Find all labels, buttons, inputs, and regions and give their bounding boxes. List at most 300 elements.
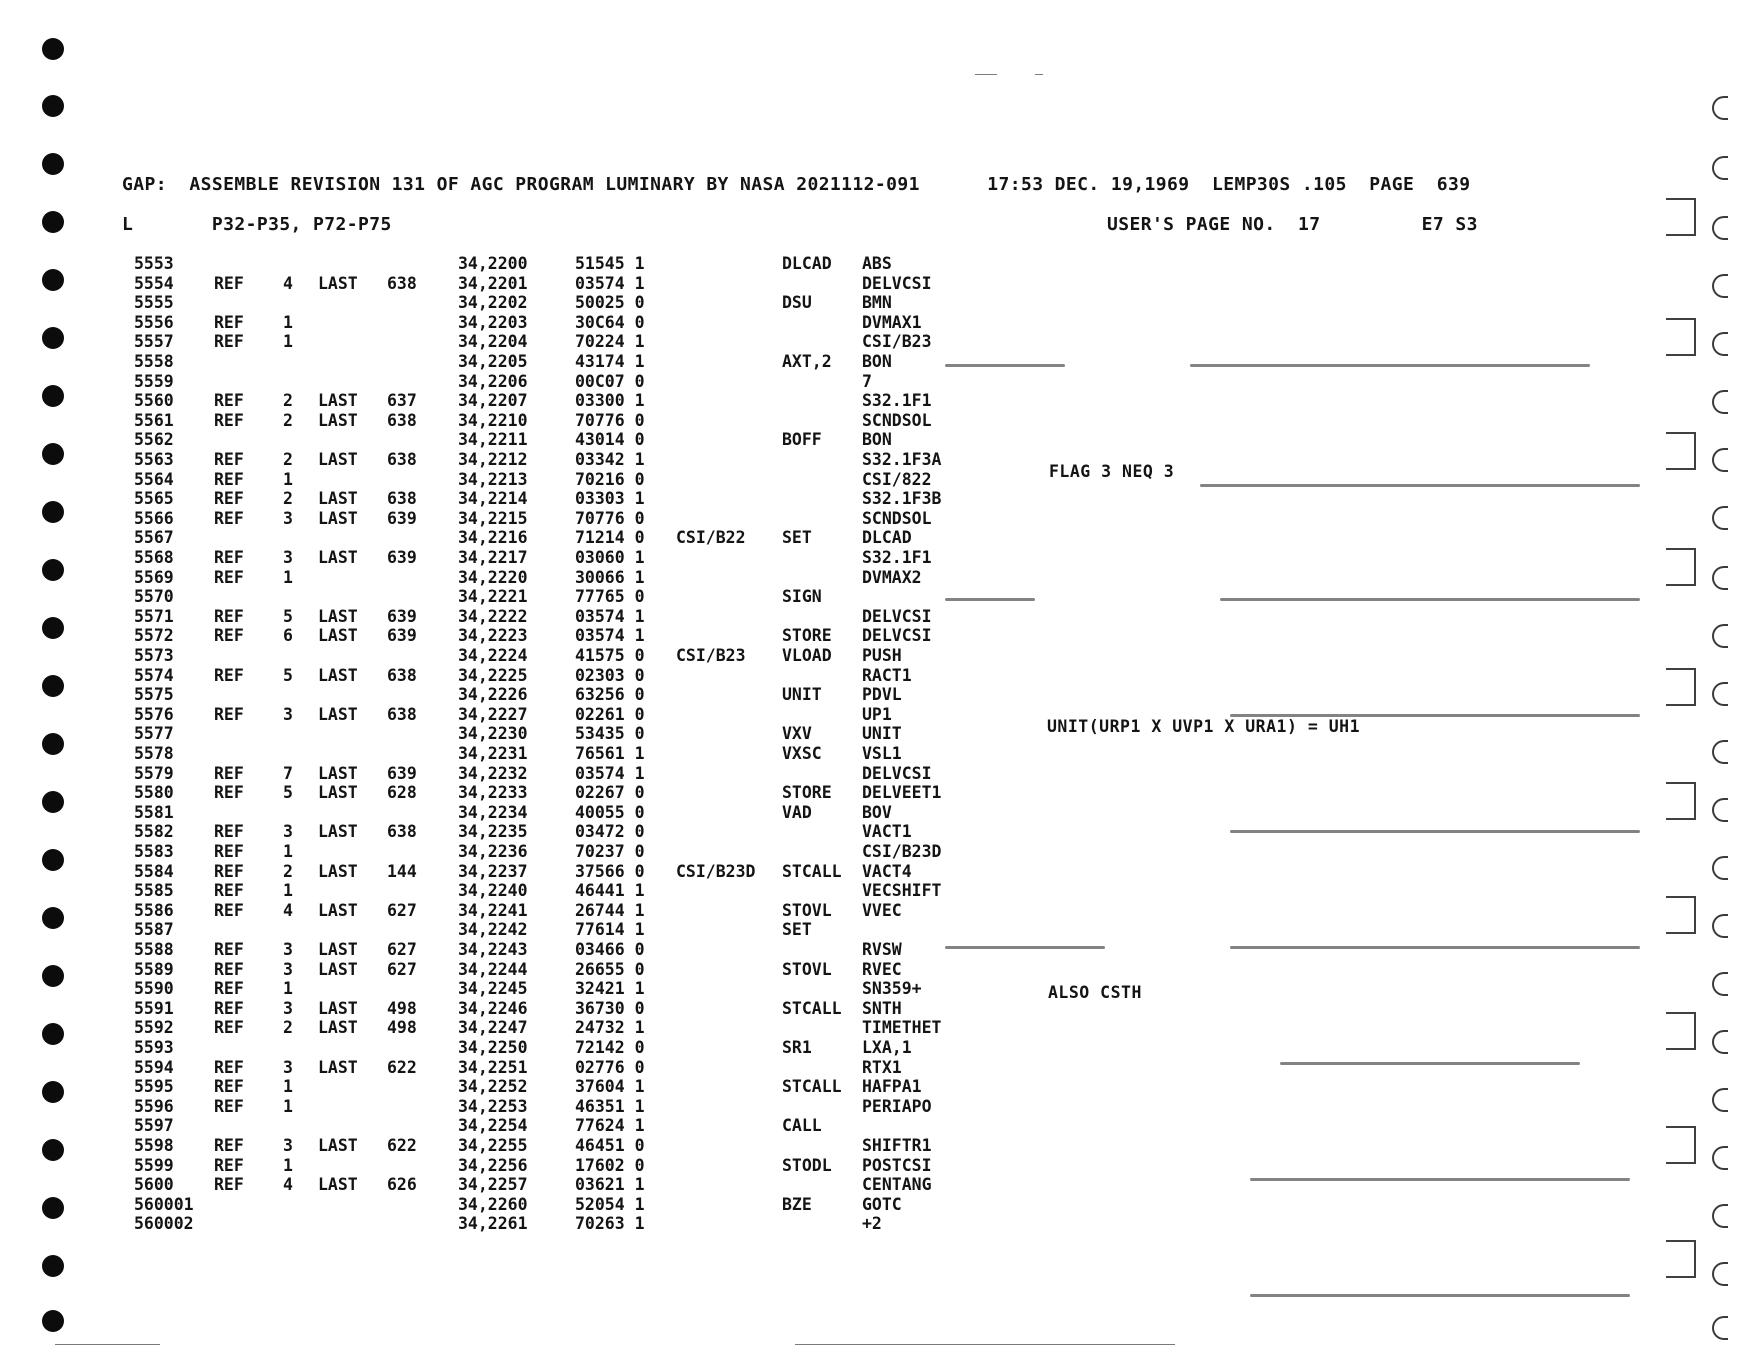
cell-ln: 5584 (134, 861, 174, 881)
cell-oct: 37566 0 (575, 861, 645, 881)
cell-ln: 5586 (134, 900, 174, 920)
cell-last: LAST (318, 1175, 358, 1195)
cell-oct: 26744 1 (575, 900, 645, 920)
listing-row (0, 842, 1740, 861)
cell-operand: SNTH (862, 998, 902, 1018)
cell-ref: REF (214, 822, 244, 842)
cell-op: CALL (782, 1116, 822, 1136)
cell-oct: 03574 1 (575, 626, 645, 646)
cell-ref: REF (214, 548, 244, 567)
also-comment: ALSO CSTH (1048, 983, 1142, 1002)
cell-addr: 34,2240 (458, 881, 528, 901)
cell-lp: 639 (387, 508, 417, 528)
cell-oct: 00C07 0 (575, 371, 645, 391)
punch-hole (42, 153, 64, 175)
cell-ln: 5571 (134, 606, 174, 626)
cell-last: LAST (318, 1018, 358, 1038)
cell-oct: 03060 1 (575, 548, 645, 567)
cell-lp: 627 (387, 940, 417, 959)
cell-op: SET (782, 528, 812, 548)
cell-oct: 43174 1 (575, 352, 645, 371)
cell-ln: 5562 (134, 430, 174, 450)
scan-noise (1250, 1294, 1630, 1297)
listing-row (0, 470, 1740, 489)
cell-addr: 34,2223 (458, 626, 528, 646)
cell-oct: 02267 0 (575, 783, 645, 803)
cell-operand: UNIT (862, 724, 902, 744)
cell-oct: 71214 0 (575, 528, 645, 548)
cell-last: LAST (318, 410, 358, 430)
cell-operand: S32.1F1 (862, 391, 932, 411)
cell-cnt: 6 (283, 626, 293, 646)
cell-addr: 34,2250 (458, 1038, 528, 1057)
cell-lp: 639 (387, 606, 417, 626)
cell-ln: 5573 (134, 646, 174, 665)
listing-row (0, 313, 1740, 332)
listing-row (0, 744, 1740, 763)
cell-addr: 34,2227 (458, 704, 528, 724)
cell-op: STCALL (782, 998, 842, 1018)
cell-ln: 5558 (134, 352, 174, 371)
cell-operand: VACT1 (862, 822, 912, 842)
cell-addr: 34,2225 (458, 665, 528, 685)
cell-operand: S32.1F3B (862, 489, 942, 509)
cell-oct: 77624 1 (575, 1116, 645, 1136)
cell-oct: 50025 0 (575, 293, 645, 313)
listing-row (0, 724, 1740, 743)
cell-operand: DVMAX1 (862, 312, 922, 332)
cell-ln: 5579 (134, 763, 174, 783)
cell-ln: 5577 (134, 724, 174, 744)
cell-oct: 70237 0 (575, 842, 645, 861)
cell-ln: 5589 (134, 959, 174, 979)
listing-row (0, 391, 1740, 410)
cell-cnt: 4 (283, 273, 293, 293)
cell-addr: 34,2207 (458, 391, 528, 411)
cell-op: VLOAD (782, 646, 832, 665)
cell-oct: 03472 0 (575, 822, 645, 842)
listing-row (0, 568, 1740, 587)
cell-ln: 5599 (134, 1155, 174, 1175)
cell-addr: 34,2245 (458, 979, 528, 999)
cell-op: STORE (782, 783, 832, 803)
cell-ref: REF (214, 312, 244, 332)
listing-header: GAP: ASSEMBLE REVISION 131 OF AGC PROGRAM LUMINARY BY NASA 2021112-091 17:53 DEC. 19,1969 LEMP30S .105 PAGE 639 (122, 174, 1471, 195)
cell-op: SIGN (782, 587, 822, 607)
cell-cnt: 1 (283, 979, 293, 999)
cell-oct: 70263 1 (575, 1214, 645, 1234)
cell-ref: REF (214, 410, 244, 430)
listing-row (0, 293, 1740, 312)
cell-addr: 34,2201 (458, 273, 528, 293)
cell-last: LAST (318, 763, 358, 783)
cell-op: STODL (782, 1155, 832, 1175)
cell-op: STOVL (782, 900, 832, 920)
punch-hole (42, 211, 64, 233)
cell-last: LAST (318, 548, 358, 567)
listing-row (0, 1175, 1740, 1194)
margin-mark (1712, 1262, 1728, 1286)
cell-cnt: 2 (283, 410, 293, 430)
listing-row (0, 666, 1740, 685)
cell-operand: DELVCSI (862, 763, 932, 783)
cell-oct: 30C64 0 (575, 312, 645, 332)
cell-oct: 26655 0 (575, 959, 645, 979)
cell-lp: 498 (387, 1018, 417, 1038)
cell-oct: 02776 0 (575, 1057, 645, 1077)
cell-cnt: 1 (283, 842, 293, 861)
cell-ref: REF (214, 606, 244, 626)
cell-lp: 638 (387, 822, 417, 842)
cell-ln: 5593 (134, 1038, 174, 1057)
cell-cnt: 2 (283, 1018, 293, 1038)
cell-addr: 34,2206 (458, 371, 528, 391)
cell-cnt: 1 (283, 1096, 293, 1116)
cell-ln: 5556 (134, 312, 174, 332)
cell-cnt: 1 (283, 1155, 293, 1175)
cell-operand: BON (862, 430, 892, 450)
cell-oct: 41575 0 (575, 646, 645, 665)
cell-ref: REF (214, 1175, 244, 1195)
cell-operand: PDVL (862, 685, 902, 705)
cell-cnt: 3 (283, 704, 293, 724)
cell-cnt: 1 (283, 1077, 293, 1097)
cell-ln: 5557 (134, 332, 174, 352)
cell-cnt: 1 (283, 332, 293, 352)
cell-ref: REF (214, 783, 244, 803)
unit-comment: UNIT(URP1 X UVP1 X URA1) = UH1 (1047, 717, 1361, 736)
cell-ln: 5570 (134, 587, 174, 607)
cell-operand: POSTCSI (862, 1155, 932, 1175)
cell-ln: 560002 (134, 1214, 194, 1234)
cell-last: LAST (318, 1136, 358, 1155)
listing-row (0, 822, 1740, 841)
cell-cnt: 2 (283, 489, 293, 509)
cell-oct: 72142 0 (575, 1038, 645, 1057)
cell-ln: 5583 (134, 842, 174, 861)
cell-oct: 70216 0 (575, 469, 645, 489)
cell-cnt: 2 (283, 391, 293, 411)
cell-last: LAST (318, 450, 358, 469)
margin-mark (1712, 156, 1728, 180)
margin-mark (1712, 216, 1728, 240)
listing-row (0, 999, 1740, 1018)
cell-operand: DLCAD (862, 528, 912, 548)
cell-ln: 5554 (134, 273, 174, 293)
cell-oct: 63256 0 (575, 685, 645, 705)
user-page-number: USER'S PAGE NO. 17 E7 S3 (1107, 214, 1478, 235)
cell-operand: VACT4 (862, 861, 912, 881)
cell-ln: 5575 (134, 685, 174, 705)
cell-operand: CSI/B23 (862, 332, 932, 352)
cell-operand: RVEC (862, 959, 902, 979)
cell-addr: 34,2251 (458, 1057, 528, 1077)
cell-ref: REF (214, 489, 244, 509)
cell-operand: HAFPA1 (862, 1077, 922, 1097)
cell-operand: DELVCSI (862, 606, 932, 626)
cell-addr: 34,2241 (458, 900, 528, 920)
cell-lp: 638 (387, 665, 417, 685)
cell-addr: 34,2257 (458, 1175, 528, 1195)
cell-cnt: 3 (283, 959, 293, 979)
cell-lp: 639 (387, 548, 417, 567)
listing-row (0, 607, 1740, 626)
cell-oct: 03574 1 (575, 273, 645, 293)
cell-ref: REF (214, 469, 244, 489)
cell-ln: 5576 (134, 704, 174, 724)
cell-cnt: 1 (283, 567, 293, 587)
cell-cnt: 5 (283, 783, 293, 803)
cell-oct: 03303 1 (575, 489, 645, 509)
listing-row (0, 372, 1740, 391)
listing-row (0, 254, 1740, 273)
cell-oct: 03342 1 (575, 450, 645, 469)
listing-row (0, 1018, 1740, 1037)
cell-op: STCALL (782, 861, 842, 881)
cell-addr: 34,2202 (458, 293, 528, 313)
cell-operand: DELVEET1 (862, 783, 942, 803)
scan-box-artifact (1666, 198, 1696, 236)
listing-row (0, 1116, 1740, 1135)
cell-oct: 03621 1 (575, 1175, 645, 1195)
cell-operand: VVEC (862, 900, 902, 920)
cell-ref: REF (214, 998, 244, 1018)
listing-row (0, 685, 1740, 704)
cell-last: LAST (318, 273, 358, 293)
cell-last: LAST (318, 606, 358, 626)
punch-hole (42, 95, 64, 117)
margin-mark (1712, 96, 1728, 120)
cell-ln: 5566 (134, 508, 174, 528)
listing-row (0, 705, 1740, 724)
cell-cnt: 4 (283, 1175, 293, 1195)
cell-oct: 03574 1 (575, 763, 645, 783)
cell-cnt: 5 (283, 606, 293, 626)
cell-lp: 627 (387, 900, 417, 920)
cell-operand: UP1 (862, 704, 892, 724)
cell-oct: 46451 0 (575, 1136, 645, 1155)
listing-row (0, 979, 1740, 998)
cell-ln: 5568 (134, 548, 174, 567)
cell-last: LAST (318, 391, 358, 411)
cell-op: DLCAD (782, 254, 832, 273)
cell-ref: REF (214, 1155, 244, 1175)
cell-addr: 34,2211 (458, 430, 528, 450)
cell-oct: 37604 1 (575, 1077, 645, 1097)
cell-last: LAST (318, 998, 358, 1018)
cell-addr: 34,2204 (458, 332, 528, 352)
cell-cnt: 5 (283, 665, 293, 685)
cell-ref: REF (214, 861, 244, 881)
cell-last: LAST (318, 861, 358, 881)
cell-addr: 34,2235 (458, 822, 528, 842)
cell-addr: 34,2203 (458, 312, 528, 332)
listing-row (0, 783, 1740, 802)
cell-addr: 34,2214 (458, 489, 528, 509)
cell-last: LAST (318, 783, 358, 803)
listing-row (0, 548, 1740, 567)
cell-ln: 5553 (134, 254, 174, 273)
cell-cnt: 1 (283, 469, 293, 489)
listing-row (0, 489, 1740, 508)
cell-lp: 639 (387, 763, 417, 783)
flag-comment: FLAG 3 NEQ 3 (1049, 462, 1175, 481)
cell-cnt: 3 (283, 1057, 293, 1077)
cell-addr: 34,2260 (458, 1194, 528, 1214)
cell-operand: VECSHIFT (862, 881, 942, 901)
cell-op: SR1 (782, 1038, 812, 1057)
cell-operand: 7 (862, 371, 872, 391)
cell-op: AXT,2 (782, 352, 832, 371)
cell-ln: 5598 (134, 1136, 174, 1155)
cell-op: STORE (782, 626, 832, 646)
listing-row (0, 587, 1740, 606)
listing-row (0, 1195, 1740, 1214)
cell-oct: 03574 1 (575, 606, 645, 626)
cell-ref: REF (214, 842, 244, 861)
cell-op: STOVL (782, 959, 832, 979)
listing-row (0, 626, 1740, 645)
listing-row (0, 1156, 1740, 1175)
cell-last: LAST (318, 508, 358, 528)
cell-operand: SHIFTR1 (862, 1136, 932, 1155)
cell-oct: 51545 1 (575, 254, 645, 273)
cell-ln: 5561 (134, 410, 174, 430)
listing-row (0, 862, 1740, 881)
cell-operand: VSL1 (862, 744, 902, 763)
cell-ref: REF (214, 1096, 244, 1116)
cell-addr: 34,2261 (458, 1214, 528, 1234)
cell-operand: TIMETHET (862, 1018, 942, 1038)
cell-oct: 30066 1 (575, 567, 645, 587)
cell-oct: 32421 1 (575, 979, 645, 999)
cell-addr: 34,2215 (458, 508, 528, 528)
cell-last: LAST (318, 489, 358, 509)
cell-ref: REF (214, 273, 244, 293)
cell-operand: ABS (862, 254, 892, 273)
cell-ln: 560001 (134, 1194, 194, 1214)
cell-lp: 639 (387, 626, 417, 646)
cell-last: LAST (318, 626, 358, 646)
cell-ref: REF (214, 332, 244, 352)
cell-ln: 5594 (134, 1057, 174, 1077)
cell-ref: REF (214, 508, 244, 528)
cell-op: BZE (782, 1194, 812, 1214)
cell-operand: RACT1 (862, 665, 912, 685)
cell-oct: 76561 1 (575, 744, 645, 763)
cell-lab: CSI/B23 (676, 646, 746, 665)
listing-row (0, 1077, 1740, 1096)
cell-lp: 144 (387, 861, 417, 881)
cell-lp: 622 (387, 1136, 417, 1155)
cell-addr: 34,2255 (458, 1136, 528, 1155)
listing-row (0, 332, 1740, 351)
cell-ref: REF (214, 626, 244, 646)
cell-lab: CSI/B22 (676, 528, 746, 548)
cell-ref: REF (214, 1136, 244, 1155)
punch-hole (42, 38, 64, 60)
cell-lp: 622 (387, 1057, 417, 1077)
listing-row (0, 1038, 1740, 1057)
cell-ref: REF (214, 900, 244, 920)
listing-row (0, 411, 1740, 430)
cell-addr: 34,2244 (458, 959, 528, 979)
cell-operand: DELVCSI (862, 626, 932, 646)
cell-oct: 02261 0 (575, 704, 645, 724)
cell-addr: 34,2217 (458, 548, 528, 567)
cell-ref: REF (214, 450, 244, 469)
cell-operand: LXA,1 (862, 1038, 912, 1057)
cell-ln: 5578 (134, 744, 174, 763)
cell-ref: REF (214, 979, 244, 999)
cell-op: VXSC (782, 744, 822, 763)
cell-ln: 5590 (134, 979, 174, 999)
cell-ln: 5565 (134, 489, 174, 509)
cell-cnt: 3 (283, 822, 293, 842)
top-dash (975, 74, 997, 75)
cell-addr: 34,2212 (458, 450, 528, 469)
cell-cnt: 7 (283, 763, 293, 783)
cell-lp: 638 (387, 410, 417, 430)
cell-cnt: 3 (283, 1136, 293, 1155)
cell-operand: CSI/822 (862, 469, 932, 489)
listing-row (0, 920, 1740, 939)
cell-addr: 34,2233 (458, 783, 528, 803)
cell-lp: 637 (387, 391, 417, 411)
cell-ln: 5580 (134, 783, 174, 803)
cell-ln: 5588 (134, 940, 174, 959)
cell-addr: 34,2200 (458, 254, 528, 273)
cell-ln: 5592 (134, 1018, 174, 1038)
cell-ref: REF (214, 881, 244, 901)
margin-mark (1712, 1316, 1728, 1340)
cell-oct: 03466 0 (575, 940, 645, 959)
cell-operand: SN359+ (862, 979, 922, 999)
listing-row (0, 1058, 1740, 1077)
cell-lp: 638 (387, 489, 417, 509)
cell-operand: RTX1 (862, 1057, 902, 1077)
cell-cnt: 3 (283, 508, 293, 528)
cell-oct: 43014 0 (575, 430, 645, 450)
cell-oct: 02303 0 (575, 665, 645, 685)
cell-oct: 77765 0 (575, 587, 645, 607)
cell-operand: BMN (862, 293, 892, 313)
cell-cnt: 1 (283, 312, 293, 332)
cell-ln: 5591 (134, 998, 174, 1018)
cell-op: STCALL (782, 1077, 842, 1097)
cell-operand: PERIAPO (862, 1096, 932, 1116)
cell-ref: REF (214, 763, 244, 783)
cell-oct: 77614 1 (575, 920, 645, 940)
cell-operand: GOTC (862, 1194, 902, 1214)
cell-op: VXV (782, 724, 812, 744)
top-dash (1035, 74, 1043, 75)
cell-operand: SCNDSOL (862, 410, 932, 430)
cell-operand: CENTANG (862, 1175, 932, 1195)
listing-row (0, 940, 1740, 959)
cell-oct: 03300 1 (575, 391, 645, 411)
cell-operand: PUSH (862, 646, 902, 665)
scan-box-artifact (1666, 1240, 1696, 1278)
cell-addr: 34,2242 (458, 920, 528, 940)
listing-row (0, 430, 1740, 449)
listing-row (0, 764, 1740, 783)
cell-addr: 34,2231 (458, 744, 528, 763)
cell-ref: REF (214, 959, 244, 979)
cell-ref: REF (214, 1018, 244, 1038)
cell-lp: 638 (387, 704, 417, 724)
section-title: L P32-P35, P72-P75 (122, 214, 392, 235)
